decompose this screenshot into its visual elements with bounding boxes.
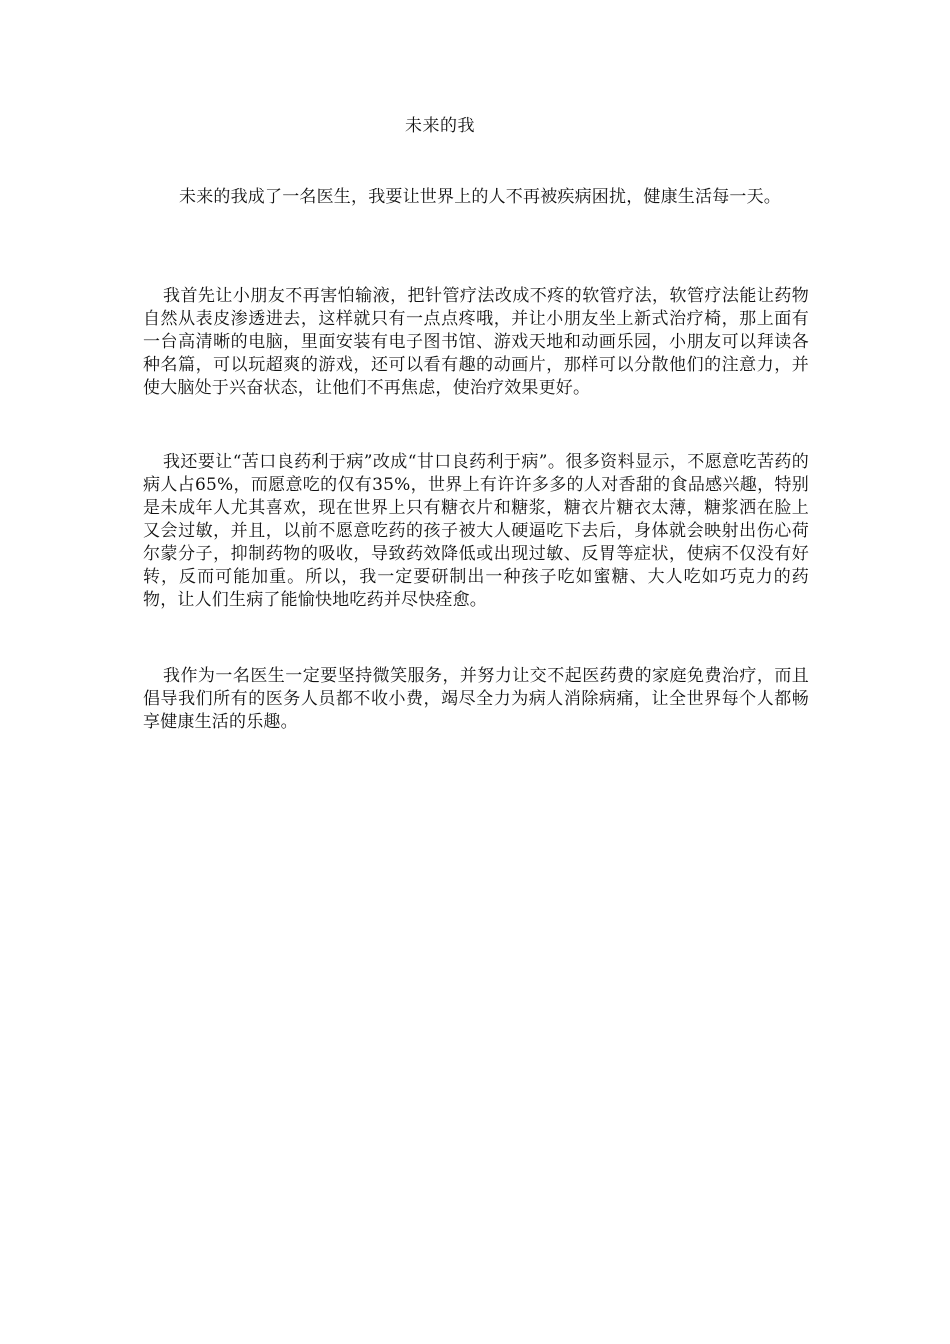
paragraph-2: 我首先让小朋友不再害怕输液，把针管疗法改成不疼的软管疗法，软管疗法能让药物自然从表皮渗透进去，这样就只有一点点疼哦，并让小朋友坐上新式治疗椅，那上面有一台高清晰的电脑，里面安装有电子图书馆、游戏天地和动画乐园，小朋友可以拜读各种名篇，可以玩超爽的游戏，还可以看有趣的动画片，那样可以分散他们的注意力，并使大脑处于兴奋状态，让他们不再焦虑，使治疗效果更好。 [143, 286, 809, 398]
paragraph-3: 我还要让“苦口良药利于病”改成“甘口良药利于病”。很多资料显示，不愿意吃苦药的病人占65%，而愿意吃的仅有35%，世界上有许许多多的人对香甜的食品感兴趣，特别是未成年人尤其喜欢，现在世界上只有糖衣片和糖浆，糖衣片糖衣太薄，糖浆洒在脸上又会过敏，并且，以前不愿意吃药的孩子被大人硬逼吃下去后，身体就会映射出伤心荷尔蒙分子，抑制药物的吸收，导致药效降低或出现过敏、反胃等症状，使病不仅没有好转，反而可能加重。所以，我一定要研制出一种孩子吃如蜜糖、大人吃如巧克力的药物，让人们生病了能愉快地吃药并尽快痊愈。 [143, 452, 809, 610]
page-title: 未来的我 [405, 116, 475, 136]
paragraph-4: 我作为一名医生一定要坚持微笑服务，并努力让交不起医药费的家庭免费治疗，而且倡导我们所有的医务人员都不收小费，竭尽全力为病人消除病痛，让全世界每个人都畅享健康生活的乐趣。 [143, 666, 809, 732]
paragraph-1: 未来的我成了一名医生，我要让世界上的人不再被疾病困扰，健康生活每一天。 [179, 187, 781, 207]
